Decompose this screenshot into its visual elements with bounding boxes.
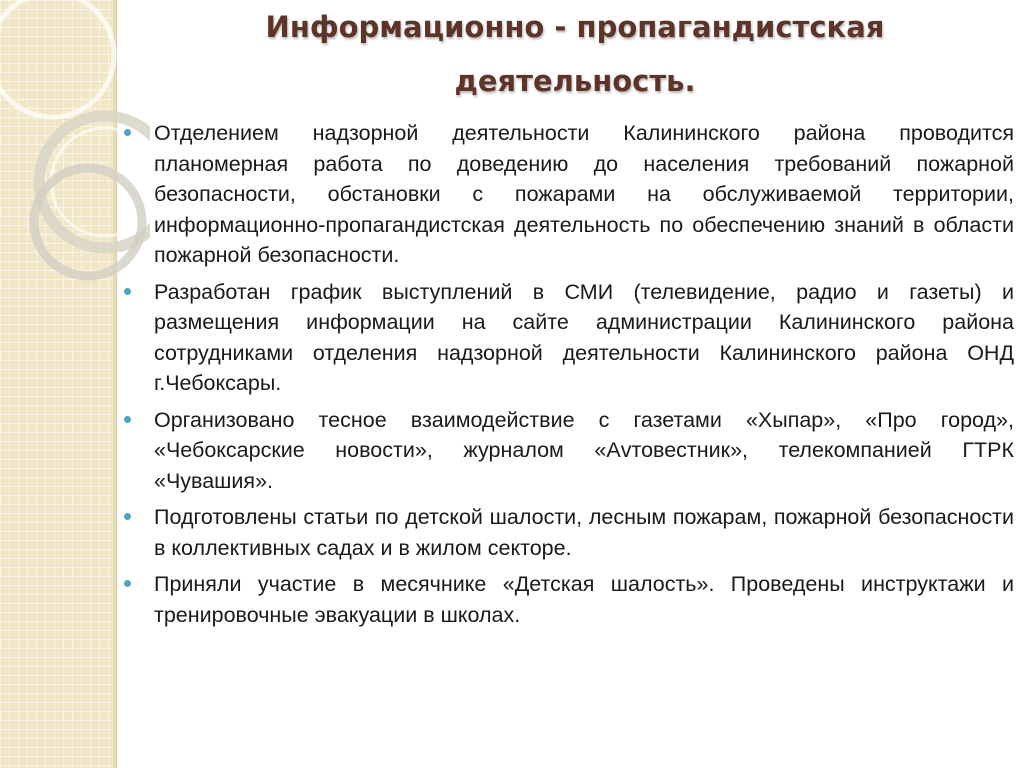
bullet-text: Отделением надзорной деятельности Калининского района проводится планомерная работа по доведению до населения требований пожарной безопасности, обстановки с пожарами на обслуживаемой территории, информационно-пропагандистская деятельность по обеспечению знаний в области пожарной безопасности. <box>154 121 1014 267</box>
bullet-icon <box>124 129 131 136</box>
bullet-icon <box>124 513 131 520</box>
bullet-text: Организовано тесное взаимодействие с газетами «Хыпар», «Про город», «Чебоксарские новости», журналом «Аvтовестник», телекомпанией ГТРК «Чувашия». <box>154 407 1014 493</box>
bullet-item <box>122 502 1014 563</box>
slide-title: Информационно - пропагандистская деятельность. <box>265 10 885 98</box>
bullet-text: Разработан график выступлений в СМИ (телевидение, радио и газеты) и размещения информации на сайте администрации Калининского района сотрудниками отделения надзорной деятельности Калининского района ОНД г.Чебоксары. <box>154 279 1014 395</box>
bullet-item <box>122 118 1014 271</box>
bullet-list <box>122 118 1014 636</box>
bullet-icon <box>124 288 131 295</box>
decorative-ring-top <box>0 0 114 117</box>
bullet-text: Подготовлены статьи по детской шалости, лесным пожарам, пожарной безопасности в коллективных садах и в жилом секторе. <box>154 505 1014 560</box>
bullet-item <box>122 569 1014 630</box>
bullet-icon <box>124 580 131 587</box>
bullet-item <box>122 277 1014 399</box>
bullet-text: Приняли участие в месячнике «Детская шалость». Проведены инструктажи и тренировочные эвакуации в школах. <box>154 572 1014 627</box>
bullet-item <box>122 405 1014 497</box>
bullet-icon <box>124 416 131 423</box>
